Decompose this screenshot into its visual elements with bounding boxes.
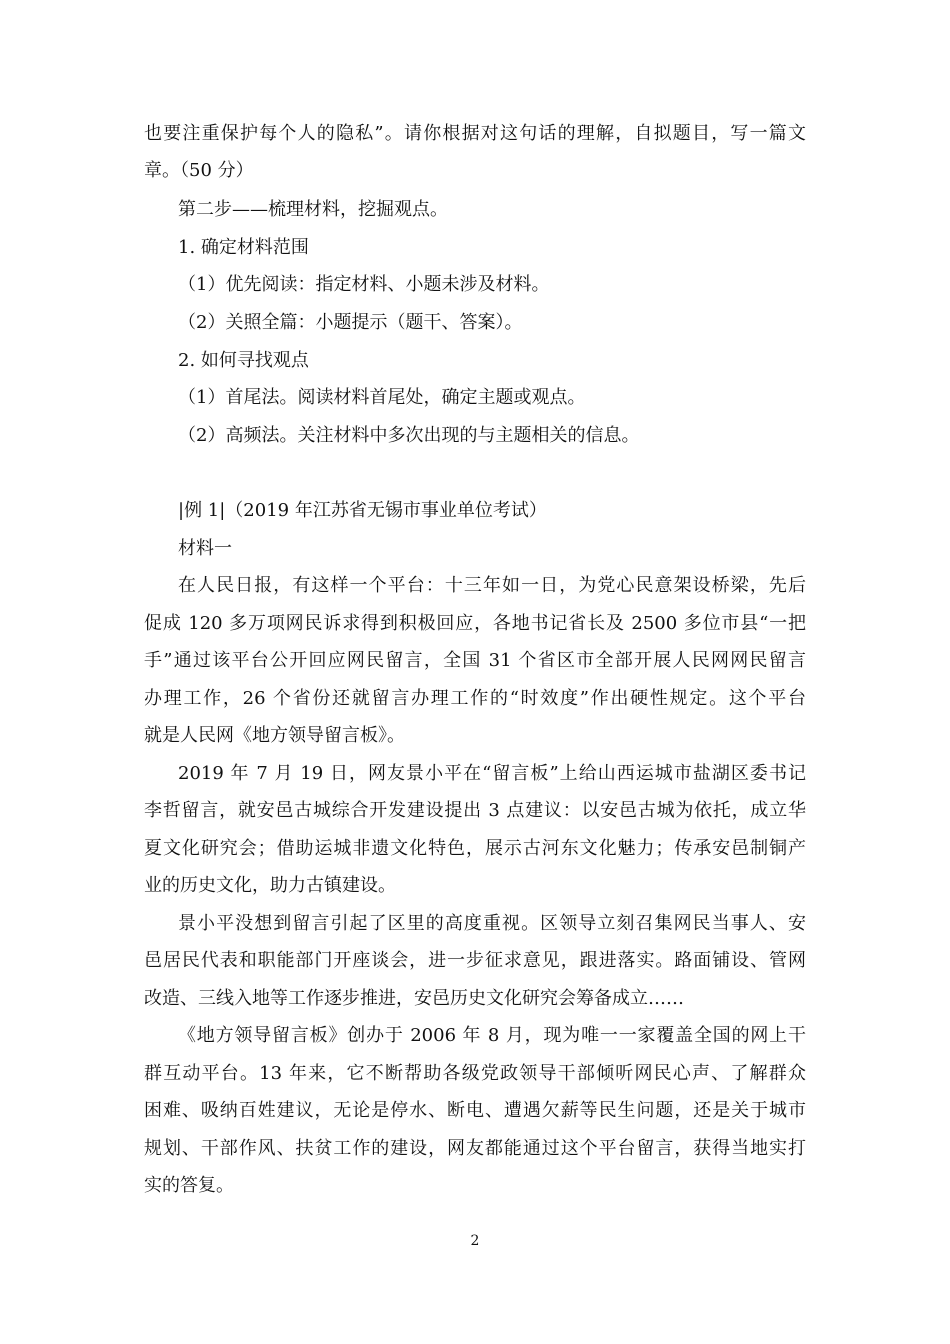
paragraph-2-line: 夏文化研究会；借助运城非遗文化特色，展示古河东文化魅力；传承安邑制铜产 (144, 838, 806, 859)
section-2-title: 2. 如何寻找观点 (178, 350, 309, 371)
intro-line-2: 章。（50 分） (144, 160, 254, 181)
intro-line-1: 也要注重保护每个人的隐私”。请你根据对这句话的理解，自拟题目，写一篇文 (144, 123, 806, 144)
paragraph-1-line: 就是人民网《地方领导留言板》。 (144, 725, 405, 746)
paragraph-4-line: 实的答复。 (144, 1175, 234, 1196)
paragraph-1-line: 手”通过该平台公开回应网民留言，全国 31 个省区市全部开展人民网网民留言 (144, 650, 806, 671)
paragraph-3-line: 邑居民代表和职能部门开座谈会，进一步征求意见，跟进落实。路面铺设、管网 (144, 950, 806, 971)
paragraph-1-line: 办理工作，26 个省份还就留言办理工作的“时效度”作出硬性规定。这个平台 (144, 688, 806, 709)
page-number: 2 (470, 1233, 480, 1249)
section-2-item-1: （1）首尾法。阅读材料首尾处，确定主题或观点。 (178, 387, 586, 408)
paragraph-3-line: 改造、三线入地等工作逐步推进，安邑历史文化研究会筹备成立…… (144, 988, 684, 1009)
section-1-title: 1. 确定材料范围 (178, 237, 309, 258)
paragraph-4-line: 规划、干部作风、扶贫工作的建设，网友都能通过这个平台留言，获得当地实打 (144, 1138, 806, 1159)
paragraph-4-line: 《地方领导留言板》创办于 2006 年 8 月，现为唯一一家覆盖全国的网上干 (178, 1025, 806, 1046)
section-1-item-2: （2）关照全篇：小题提示（题干、答案）。 (178, 312, 523, 333)
step2-heading: 第二步——梳理材料，挖掘观点。 (178, 199, 448, 220)
section-1-item-1: （1）优先阅读：指定材料、小题未涉及材料。 (178, 274, 550, 295)
paragraph-4-line: 困难、吸纳百姓建议，无论是停水、断电、遭遇欠薪等民生问题，还是关于城市 (144, 1100, 806, 1121)
material-title: 材料一 (178, 538, 232, 559)
paragraph-1-line: 在人民日报，有这样一个平台：十三年如一日，为党心民意架设桥梁，先后 (178, 575, 806, 596)
paragraph-2-line: 2019 年 7 月 19 日，网友景小平在“留言板”上给山西运城市盐湖区委书记 (178, 763, 806, 784)
paragraph-2-line: 李哲留言，就安邑古城综合开发建设提出 3 点建议：以安邑古城为依托，成立华 (144, 800, 806, 821)
paragraph-1-line: 促成 120 多万项网民诉求得到积极回应，各地书记省长及 2500 多位市县“一把 (144, 613, 806, 634)
paragraph-4-line: 群互动平台。13 年来，它不断帮助各级党政领导干部倾听网民心声、了解群众 (144, 1063, 806, 1084)
section-2-item-2: （2）高频法。关注材料中多次出现的与主题相关的信息。 (178, 425, 640, 446)
paragraph-3-line: 景小平没想到留言引起了区里的高度重视。区领导立刻召集网民当事人、安 (178, 913, 806, 934)
paragraph-2-line: 业的历史文化，助力古镇建设。 (144, 875, 396, 896)
example-label: |例 1|（2019 年江苏省无锡市事业单位考试） (178, 500, 547, 521)
